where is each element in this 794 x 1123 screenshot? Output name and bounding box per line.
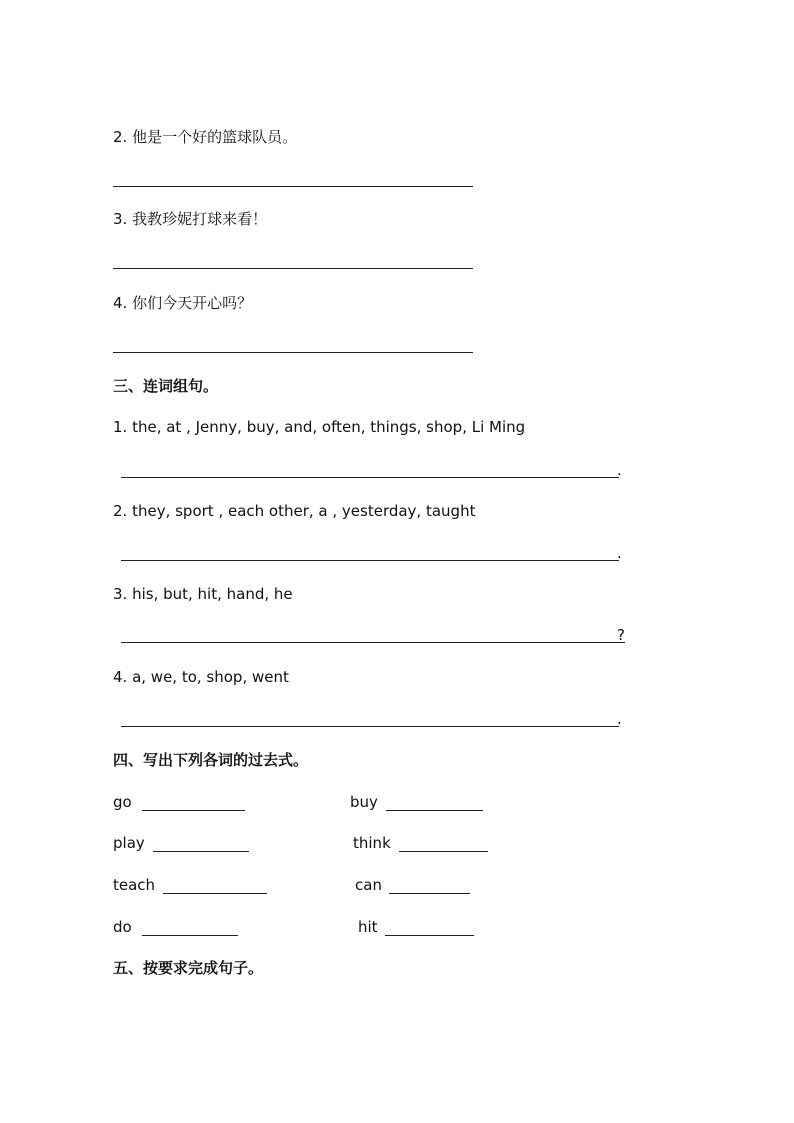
section-4-heading: 四、写出下列各词的过去式。 xyxy=(113,751,309,769)
answer-line-translation-2[interactable] xyxy=(113,186,473,187)
word-can: can xyxy=(355,876,382,894)
blank-go[interactable] xyxy=(142,810,245,811)
blank-hit[interactable] xyxy=(385,935,474,936)
word-teach: teach xyxy=(113,876,156,894)
answer-line-word-order-1[interactable] xyxy=(121,477,619,478)
word-order-end-2: . xyxy=(617,544,622,562)
word-order-item-1: 1. the, at , Jenny, buy, and, often, things, shop, Li Ming xyxy=(113,418,526,436)
blank-can[interactable] xyxy=(389,893,470,894)
blank-think[interactable] xyxy=(399,851,488,852)
answer-line-translation-4[interactable] xyxy=(113,352,473,353)
answer-line-translation-3[interactable] xyxy=(113,268,473,269)
answer-line-word-order-4[interactable] xyxy=(121,726,619,727)
word-order-item-3: 3. his, but, hit, hand, he xyxy=(113,585,293,603)
translation-item-2: 2. 他是一个好的篮球队员。 xyxy=(113,128,298,146)
word-play: play xyxy=(113,834,145,852)
blank-do[interactable] xyxy=(142,935,238,936)
section-3-heading: 三、连词组句。 xyxy=(113,377,219,395)
word-think: think xyxy=(353,834,391,852)
word-order-end-1: . xyxy=(617,461,622,479)
word-go: go xyxy=(113,793,132,811)
word-do: do xyxy=(113,918,132,936)
blank-teach[interactable] xyxy=(163,893,267,894)
blank-buy[interactable] xyxy=(386,810,483,811)
word-hit: hit xyxy=(358,918,378,936)
word-buy: buy xyxy=(350,793,378,811)
word-order-item-2: 2. they, sport , each other, a , yesterday, taught xyxy=(113,502,476,520)
word-order-end-4: . xyxy=(617,710,622,728)
blank-play[interactable] xyxy=(153,851,249,852)
answer-line-word-order-2[interactable] xyxy=(121,560,619,561)
translation-item-3: 3. 我教珍妮打球来看！ xyxy=(113,210,268,228)
section-5-heading: 五、按要求完成句子。 xyxy=(113,959,264,977)
translation-item-4: 4. 你们今天开心吗？ xyxy=(113,294,253,312)
answer-line-word-order-3[interactable] xyxy=(121,642,625,643)
word-order-end-3: ? xyxy=(617,626,625,644)
word-order-item-4: 4. a, we, to, shop, went xyxy=(113,668,289,686)
